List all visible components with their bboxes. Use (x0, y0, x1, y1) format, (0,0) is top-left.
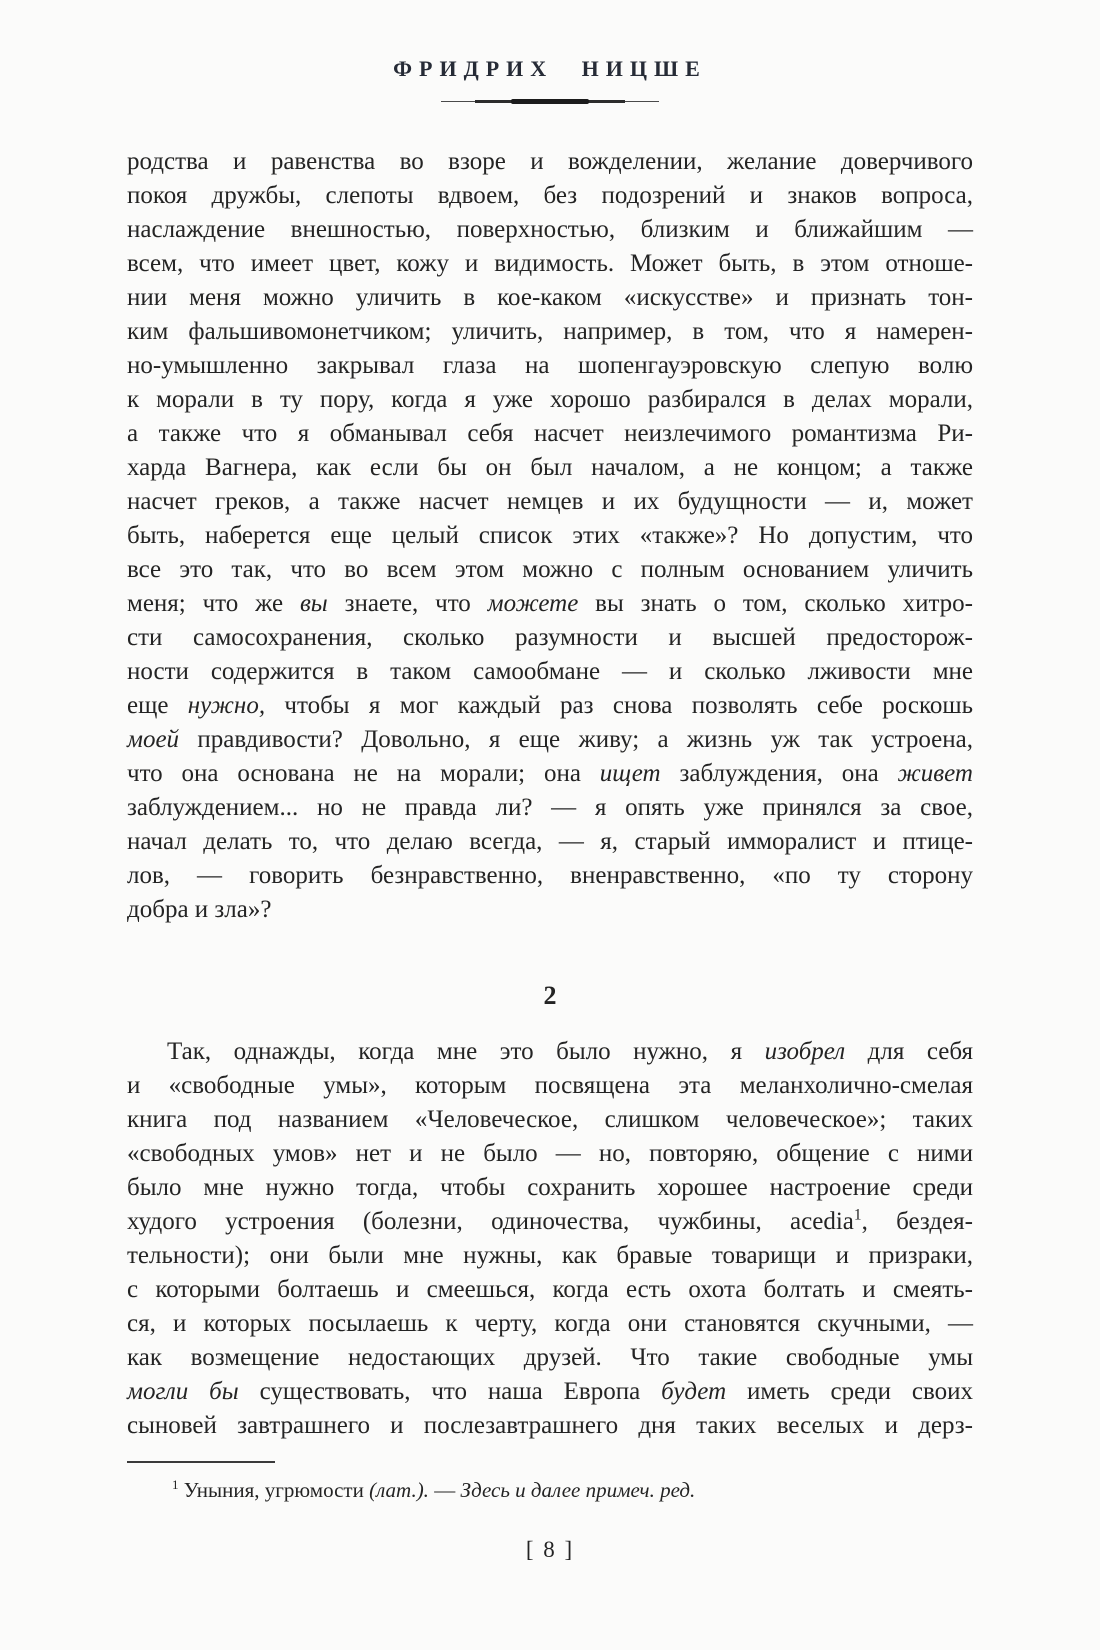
text-segment: можете (487, 590, 579, 617)
text-segment: Так, однажды, когда мне это было нужно, я (167, 1038, 765, 1065)
text-segment: для себя (845, 1038, 973, 1065)
text-line (127, 1307, 973, 1341)
text-segment: лов, — говорить безнравственно, вненравственно, «по ту сторону (127, 862, 973, 889)
text-segment: Здесь и далее примеч. ред. (460, 1478, 696, 1502)
text-line (127, 791, 973, 825)
text-line (127, 417, 973, 451)
text-line (127, 349, 973, 383)
footnote-text (127, 1475, 973, 1505)
text-line (127, 1137, 973, 1171)
text-line (127, 1475, 973, 1505)
text-segment: вы (299, 590, 328, 617)
text-segment: покоя дружбы, слепоты вдвоем, без подозрений и знаков вопроса, (127, 182, 973, 209)
text-segment: тельности); они были мне нужны, как бравые товарищи и призраки, (127, 1242, 973, 1269)
text-segment: заблуждения, она (660, 760, 898, 787)
text-segment: всем, что имеет цвет, кожу и видимость. Может быть, в этом отноше- (127, 250, 973, 277)
footnote-rule (127, 1461, 275, 1463)
text-segment: иметь среди своих (726, 1378, 973, 1405)
text-line (127, 485, 973, 519)
text-line (127, 689, 973, 723)
text-line (127, 1069, 973, 1103)
text-segment: правдивости? Довольно, я еще живу; а жизнь уж так устроена, (179, 726, 973, 753)
text-segment: вы знать о том, сколько хитро- (578, 590, 974, 617)
header-ornament-rule (441, 98, 659, 105)
text-segment: заблуждением... но не правда ли? — я опять уже принялся за свое, (127, 794, 973, 821)
text-line (127, 553, 973, 587)
text-segment: начал делать то, что делаю всегда, — я, старый имморалист и птице- (127, 828, 973, 855)
text-segment: изобрел (764, 1038, 846, 1065)
text-line (127, 213, 973, 247)
text-segment: нужно, (187, 692, 266, 719)
text-line (127, 757, 973, 791)
text-segment: Уныния, угрюмости (178, 1478, 370, 1502)
text-segment: будет (661, 1378, 727, 1405)
text-segment: моей (127, 726, 180, 753)
text-line (127, 893, 973, 927)
text-line (127, 859, 973, 893)
text-segment: сти самосохранения, сколько разумности и высшей предосторож- (127, 624, 973, 651)
text-line (127, 1273, 973, 1307)
text-line (127, 1171, 973, 1205)
text-segment: наслаждение внешностью, поверхностью, близким и ближайшим — (127, 216, 973, 243)
text-line (127, 179, 973, 213)
text-segment: могли бы (127, 1378, 239, 1405)
text-line (127, 587, 973, 621)
text-segment: добра и зла»? (127, 896, 272, 923)
footnote-block (127, 1461, 973, 1505)
text-segment: (лат.). (369, 1478, 429, 1502)
text-segment: насчет греков, а также насчет немцев и их будущности — и, может (127, 488, 973, 515)
author-name: ФРИДРИХ НИЦШЕ (393, 56, 707, 81)
text-segment: ся, и которых посылаешь к черту, когда они становятся скучными, — (127, 1310, 973, 1337)
text-segment: все это так, что во всем этом можно с полным основанием уличить (127, 556, 973, 583)
text-line (127, 519, 973, 553)
text-segment: быть, наберется еще целый список этих «также»? Но допустим, что (127, 522, 973, 549)
text-segment: нии меня можно уличить в кое-каком «искусстве» и признать тон- (127, 284, 973, 311)
section-number: 2 (543, 981, 557, 1010)
text-line (127, 1375, 973, 1409)
text-line (127, 247, 973, 281)
text-segment: но-умышленно закрывал глаза на шопенгауэровскую слепую волю (127, 352, 973, 379)
text-line (127, 315, 973, 349)
text-segment: к морали в ту пору, когда я уже хорошо разбирался в делах морали, (127, 386, 973, 413)
text-line (127, 825, 973, 859)
text-segment: чтобы я мог каждый раз снова позволять себе роскошь (265, 692, 973, 719)
text-segment: «свободных умов» нет и не было — но, повторяю, общение с ними (127, 1140, 973, 1167)
text-segment: сыновей завтрашнего и послезавтрашнего дня таких веселых и дерз- (127, 1412, 973, 1439)
text-segment: харда Вагнера, как если бы он был началом, а не концом; а также (127, 454, 973, 481)
page-body-text (127, 145, 973, 1443)
page-number: [ 8 ] (525, 1537, 575, 1562)
text-line (127, 1341, 973, 1375)
text-segment: меня; что же (127, 590, 300, 617)
text-segment: ищет (599, 760, 661, 787)
text-segment: книга под названием «Человеческое, слишком человеческое»; таких (127, 1106, 973, 1133)
text-line (127, 621, 973, 655)
text-segment: было мне нужно тогда, чтобы сохранить хорошее настроение среди (127, 1174, 973, 1201)
running-header (127, 56, 973, 105)
text-segment: и «свободные умы», которым посвящена эта меланхолично-смелая (127, 1072, 973, 1099)
text-line (127, 1103, 973, 1137)
text-segment: , бездея- (861, 1208, 973, 1235)
text-segment: живет (897, 760, 973, 787)
text-segment: — (428, 1478, 461, 1502)
text-segment: ности содержится в таком самообмане — и сколько лживости мне (127, 658, 973, 685)
ornament-thick-line (511, 99, 589, 104)
text-segment: как возмещение недостающих друзей. Что такие свободные умы (127, 1344, 973, 1371)
text-segment: ким фальшивомонетчиком; уличить, например, в том, что я намерен- (127, 318, 973, 345)
text-line (127, 1035, 973, 1069)
text-line (127, 655, 973, 689)
text-line (127, 383, 973, 417)
text-segment: существовать, что наша Европа (238, 1378, 662, 1405)
text-segment: родства и равенства во взоре и вожделении, желание доверчивого (127, 148, 973, 175)
text-segment: с которыми болтаешь и смеешься, когда есть охота болтать и смеять- (127, 1276, 973, 1303)
text-segment: 1 (853, 1206, 862, 1224)
text-segment: 1 (172, 1477, 179, 1492)
text-segment: что она основана не на морали; она (127, 760, 600, 787)
text-segment: знаете, что (327, 590, 488, 617)
text-line (127, 1205, 973, 1239)
text-segment: еще (127, 692, 188, 719)
text-line (127, 451, 973, 485)
text-line (127, 723, 973, 757)
text-line (127, 145, 973, 179)
text-segment: худого устроения (болезни, одиночества, чужбины, acedia (127, 1208, 854, 1235)
text-segment: а также что я обманывал себя насчет неизлечимого романтизма Ри- (127, 420, 973, 447)
text-line (127, 281, 973, 315)
text-line (127, 1409, 973, 1443)
text-line (127, 1239, 973, 1273)
